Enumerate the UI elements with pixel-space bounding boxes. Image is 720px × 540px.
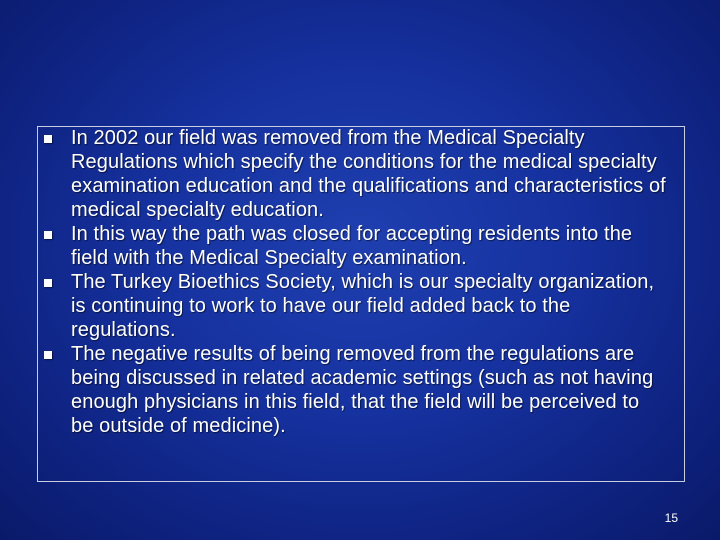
square-bullet-icon: [44, 279, 52, 287]
bullet-text: In 2002 our field was removed from the Medical Specialty Regulations which specify the conditions for the medical specialty examination education and the qualifications and characteristics of medical specialty education.: [71, 127, 666, 221]
bullet-item: [37, 126, 667, 222]
bullet-item: [37, 222, 667, 270]
square-bullet-icon: [44, 351, 52, 359]
bullet-item: [37, 270, 667, 342]
square-bullet-icon: [44, 135, 52, 143]
bullet-list: [37, 126, 667, 438]
bullet-text: The negative results of being removed from the regulations are being discussed in related academic settings (such as not having enough physicians in this field, that the field will be perceived to be outside of medicine).: [71, 343, 654, 437]
page-number: 15: [664, 511, 678, 525]
bullet-item: [37, 342, 667, 438]
bullet-text: In this way the path was closed for accepting residents into the field with the Medical Specialty examination.: [71, 223, 633, 269]
bullet-text: The Turkey Bioethics Society, which is our specialty organization, is continuing to work to have our field added back to the regulations.: [71, 271, 655, 341]
square-bullet-icon: [44, 231, 52, 239]
